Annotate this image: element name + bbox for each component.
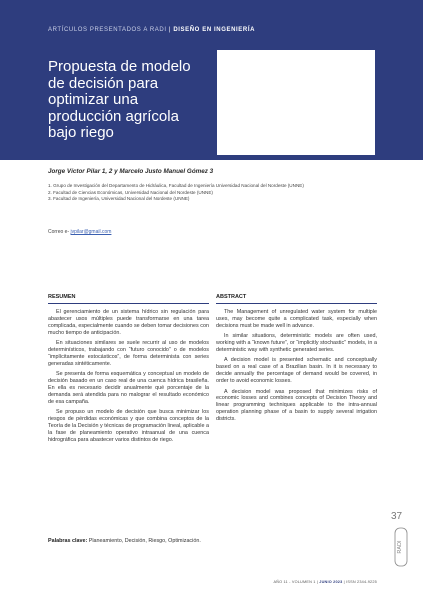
footer-issn: | ISSN 2344-9225 bbox=[343, 580, 377, 584]
affiliation-item: 1. Grupo de Investigación del Departamento de Hidráulica, Facultad de Ingeniería Universidad Nacional del Nordeste (UNNE) bbox=[48, 183, 304, 188]
author-line: Jorge Víctor Pilar 1, 2 y Marcelo Justo Manuel Gómez 3 bbox=[48, 168, 214, 175]
resumen-paragraph: Se propuso un modelo de decisión que busca minimizar los riesgos de pérdidas económicas y que combina conceptos de la Teoría de la Decisión y técnicas de programación lineal, aplicable a la fase de planeamiento operativo intraanual de una cuenca hidrográfica para abastecer varios distintos de riego. bbox=[48, 409, 209, 443]
section-separator: | bbox=[168, 27, 172, 33]
footer-volume: AÑO 11 - VOLUMEN 1 | bbox=[273, 580, 319, 584]
header-image bbox=[217, 50, 375, 155]
resumen-body bbox=[48, 309, 209, 447]
section-name: DISEÑO EN INGENIERÍA bbox=[173, 27, 256, 33]
abstract-paragraph: A decision model is presented schematic and conceptually based on a real case of a Brazilian basin. In it is necessary to decide annually the percentage of demand would be covered, in order to avoid economic losses. bbox=[216, 357, 377, 385]
abstract-rule bbox=[216, 303, 377, 304]
affiliation-item: 3. Facultad de Ingeniería, Universidad Nacional del Nordeste (UNNE) bbox=[48, 196, 190, 202]
resumen-paragraph: En situaciones similares se suele recurrir al uso de modelos determinísticos, trabajando con “futuro conocido” o de modelos “implícitamente estocásticos”, de forma determinista con series generadas sintéticamente. bbox=[48, 340, 209, 367]
abstract-paragraph: The Management of unregulated water system for multiple uses, may become quite a complicated task, especially when decisions must be made well in advance. bbox=[216, 309, 377, 329]
resumen-heading: RESUMEN bbox=[48, 294, 76, 300]
abstract-heading: ABSTRACT bbox=[216, 294, 247, 300]
abstract-paragraph: A decision model was proposed that minimizes risks of economic losses and combines concepts of Decision Theory and linear programming techniques applicable to the intra-annual operation planning phase of a basin to supply several irrigation districts. bbox=[216, 388, 377, 423]
resumen-rule bbox=[48, 303, 209, 304]
keywords-value: Planeamiento, Decisión, Riesgo, Optimización. bbox=[88, 538, 201, 544]
radi-seal bbox=[394, 527, 408, 567]
email-link[interactable]: jvpilar@gmail.com bbox=[70, 229, 112, 235]
footer-issue: JUNIO 2023 bbox=[319, 580, 343, 584]
abstract-paragraph: In similar situations, deterministic models are often used, working with a “known future”, or “implicitly stochastic” models, in a deterministic way with synthetic generated series. bbox=[216, 333, 377, 354]
keywords bbox=[48, 538, 201, 544]
radi-seal-text: RADI bbox=[397, 540, 403, 554]
resumen-paragraph: El gerenciamiento de un sistema hídrico sin regulación para abastecer usos múltiples puede transformarse en una tarea complicada, especialmente cuando se deben tomar decisiones con mucho tiempo de anticipación. bbox=[48, 309, 209, 336]
issue-footer bbox=[217, 580, 377, 584]
section-label bbox=[48, 27, 255, 33]
article-title: Propuesta de modelo de decisión para optimizar una producción agrícola bajo riego bbox=[48, 58, 191, 141]
keywords-label: Palabras clave: bbox=[48, 538, 88, 544]
page-number: 37 bbox=[391, 511, 403, 522]
section-category: ARTÍCULOS PRESENTADOS A RADI bbox=[48, 27, 167, 33]
email-label: Correo e- bbox=[48, 229, 70, 235]
resumen-paragraph: Se presenta de forma esquemática y conceptual un modelo de decisión basado en un caso real de una cuenca hídrica brasileña. En ella es necesario decidir anualmente qué porcentaje de la demanda será atendida para no malograr el resultado económico de esa campaña. bbox=[48, 371, 209, 405]
author-email bbox=[48, 229, 111, 235]
affiliation-item: 2. Facultad de Ciencias Económicas, Universidad Nacional del Nordeste (UNNE) bbox=[48, 189, 213, 195]
affiliations bbox=[48, 183, 328, 203]
abstract-body bbox=[216, 309, 377, 427]
